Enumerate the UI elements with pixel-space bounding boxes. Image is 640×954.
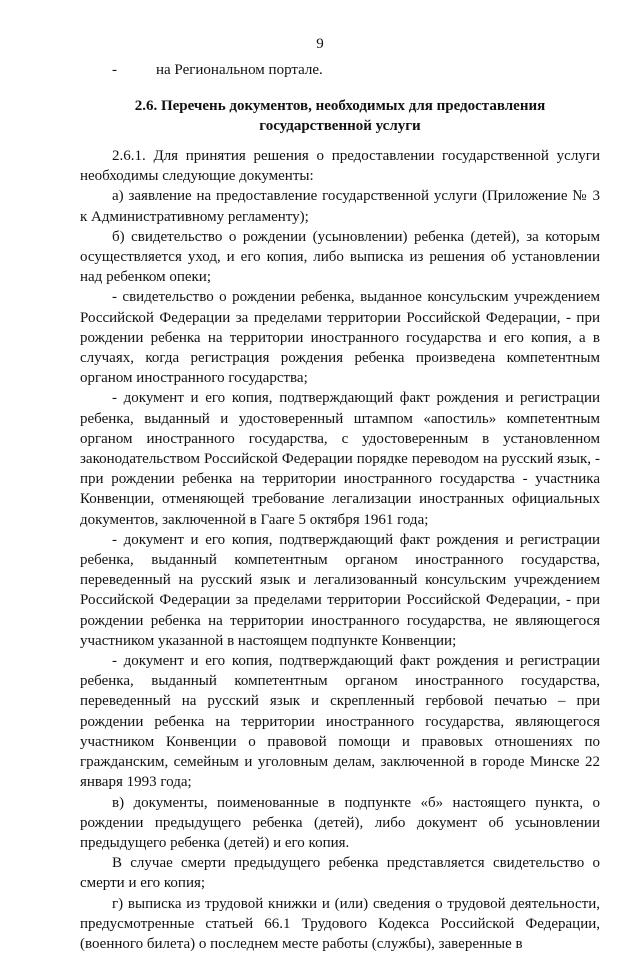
list-item-regional-portal <box>112 62 323 79</box>
section-heading <box>80 96 600 136</box>
paragraph-a: а) заявление на предоставление государственной услуги (Приложение № 3 к Административному регламенту); <box>80 188 600 225</box>
paragraph-b: б) свидетельство о рождении (усыновлении) ребенка (детей), за которым осуществляется уход, и его копия, либо выписка из решения об установлении над ребенком опеки; <box>80 228 600 286</box>
page-number: 9 <box>316 36 324 52</box>
list-dash: - <box>112 62 117 78</box>
section-heading-line-1: 2.6. Перечень документов, необходимых для предоставления <box>134 98 546 114</box>
paragraph-death-case: В случае смерти предыдущего ребенка представляется свидетельство о смерти и его копия; <box>80 855 600 892</box>
paragraph-g: г) выписка из трудовой книжки и (или) сведения о трудовой деятельности, предусмотренные статьей 66.1 Трудового Кодекса Российской Федерации, (военного билета) о последнем месте работы (службы), заверенные в <box>80 895 600 952</box>
paragraph-b-apostille: - документ и его копия, подтверждающий факт рождения и регистрации ребенка, выданный и удостоверенный штампом «апостиль» компетентным органом иностранного государства, с удостоверенным в установленном законодательством Российской Федерации порядке переводом на русский язык, - при рождении ребенка на территории иностранного государства - участника Конвенции, отменяющей требование легализации иностранных официальных документов, заключенной в Гааге 5 октября 1961 года; <box>80 390 600 528</box>
paragraph-b-consular: - свидетельство о рождении ребенка, выданное консульским учреждением Российской Федерации за пределами территории Российской Федерации, - при рождении ребенка на территории иностранного государства и его копия, а в случаях, когда регистрация рождения ребенка произведена компетентным органом иностранного государства; <box>80 289 600 387</box>
paragraph-b-legalized: - документ и его копия, подтверждающий факт рождения и регистрации ребенка, выданный компетентным органом иностранного государства, переведенный на русский язык и легализованный консульским учреждением Российской Федерации за пределами территории Российской Федерации, - при рождении ребенка на территории иностранного государства, не являющегося участником указанной в настоящем подпункте Конвенции; <box>80 531 600 649</box>
list-item-text: на Региональном портале. <box>156 62 323 78</box>
paragraph-v: в) документы, поименованные в подпункте «б» настоящего пункта, о рождении предыдущего ребенка (детей), либо документ об усыновлении предыдущего ребенка (детей) и его копия. <box>80 794 600 851</box>
paragraph-b-minsk-convention: - документ и его копия, подтверждающий факт рождения и регистрации ребенка, выданный компетентным органом иностранного государства, переведенный на русский язык и скрепленный гербовой печатью – при рождении ребенка на территории иностранного государства, являющегося участником Конвенции о правовой помощи и правовых отношениях по гражданским, семейным и уголовным делам, заключенной в городе Минске 22 января 1993 года; <box>80 653 600 791</box>
paragraph-2-6-1: 2.6.1. Для принятия решения о предоставлении государственной услуги необходимы следующие документы: <box>80 148 600 185</box>
body-text <box>80 146 600 954</box>
section-heading-line-2: государственной услуги <box>259 118 421 134</box>
